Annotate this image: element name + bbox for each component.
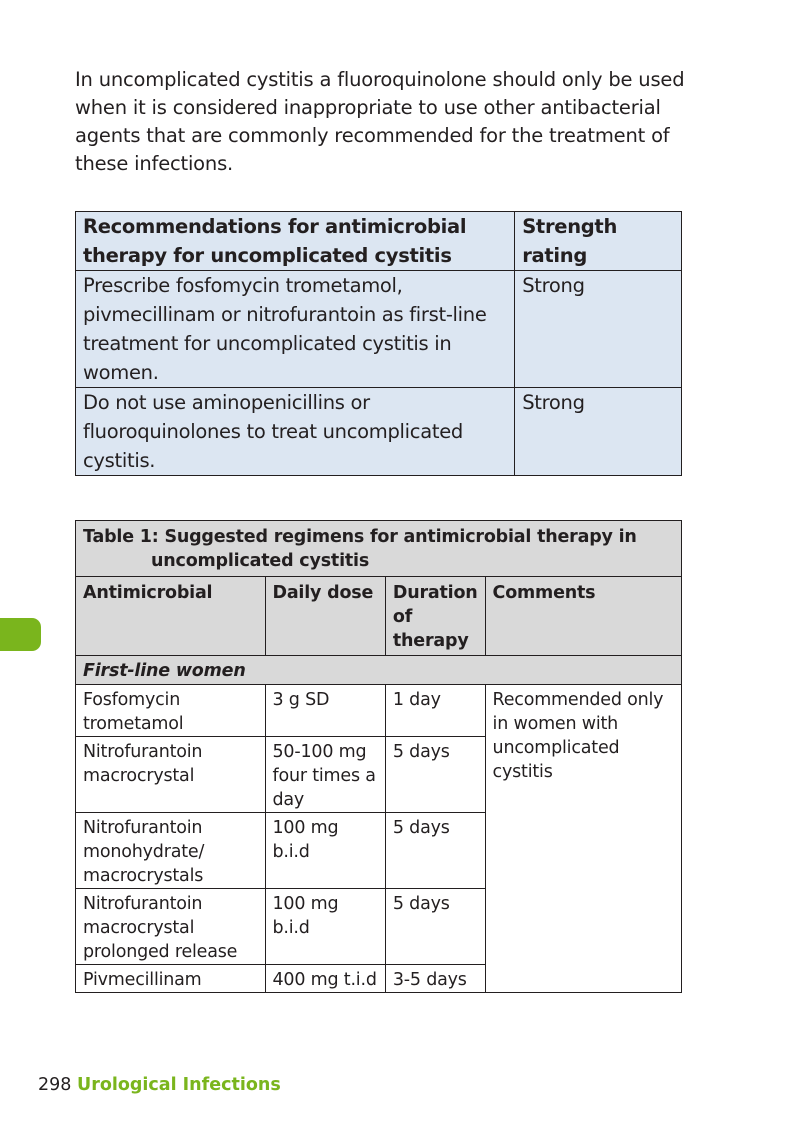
table-row	[76, 685, 682, 737]
intro-paragraph: In uncomplicated cystitis a fluoroquinolone should only be used when it is considered inappropriate to use other antibacterial agents that are commonly recommended for the treatment of these infections.	[75, 68, 685, 175]
column-header-antimicrobial: Antimicrobial	[76, 577, 266, 656]
table-title-row	[76, 521, 682, 577]
table-title	[76, 521, 682, 577]
column-header-row	[76, 577, 682, 656]
table-row	[76, 271, 682, 388]
drug-name: Nitrofurantoin macrocrystal prolonged release	[76, 889, 266, 965]
recommendations-header: Recommendations for antimicrobial therapy for uncomplicated cystitis	[76, 212, 515, 271]
comment-cell: Recommended only in women with uncomplicated cystitis	[485, 685, 681, 993]
column-header-duration: Duration of therapy	[385, 577, 485, 656]
drug-name: Pivmecillinam	[76, 965, 266, 993]
duration: 5 days	[385, 813, 485, 889]
regimens-table	[75, 520, 682, 993]
recommendations-header-row	[76, 212, 682, 271]
section-row	[76, 656, 682, 685]
daily-dose: 100 mg b.i.d	[265, 813, 385, 889]
table-row	[76, 388, 682, 476]
page-footer	[38, 1074, 281, 1096]
page-number: 298	[38, 1075, 72, 1095]
daily-dose: 3 g SD	[265, 685, 385, 737]
duration: 1 day	[385, 685, 485, 737]
section-label: First-line women	[76, 656, 682, 685]
drug-name: Nitrofurantoin macrocrystal	[76, 737, 266, 813]
strength-rating: Strong	[515, 388, 682, 476]
daily-dose: 400 mg t.i.d	[265, 965, 385, 993]
daily-dose: 50-100 mg four times a day	[265, 737, 385, 813]
duration: 3-5 days	[385, 965, 485, 993]
footer-section-title: Urological Infections	[76, 1075, 281, 1095]
duration: 5 days	[385, 889, 485, 965]
recommendations-table	[75, 211, 682, 476]
recommendation-text: Do not use aminopenicillins or fluoroquinolones to treat uncomplicated cystitis.	[76, 388, 515, 476]
table-title-line2: uncomplicated cystitis	[151, 551, 370, 571]
table-title-line1: Table 1: Suggested regimens for antimicrobial therapy in	[83, 527, 637, 547]
strength-rating-header: Strength rating	[515, 212, 682, 271]
chapter-tab	[0, 618, 41, 651]
drug-name: Fosfomycin trometamol	[76, 685, 266, 737]
daily-dose: 100 mg b.i.d	[265, 889, 385, 965]
recommendation-text: Prescribe fosfomycin trometamol, pivmecillinam or nitrofurantoin as first-line treatment for uncomplicated cystitis in women.	[76, 271, 515, 388]
strength-rating: Strong	[515, 271, 682, 388]
drug-name: Nitrofurantoin monohydrate/ macrocrystals	[76, 813, 266, 889]
duration: 5 days	[385, 737, 485, 813]
column-header-daily-dose: Daily dose	[265, 577, 385, 656]
column-header-comments: Comments	[485, 577, 681, 656]
